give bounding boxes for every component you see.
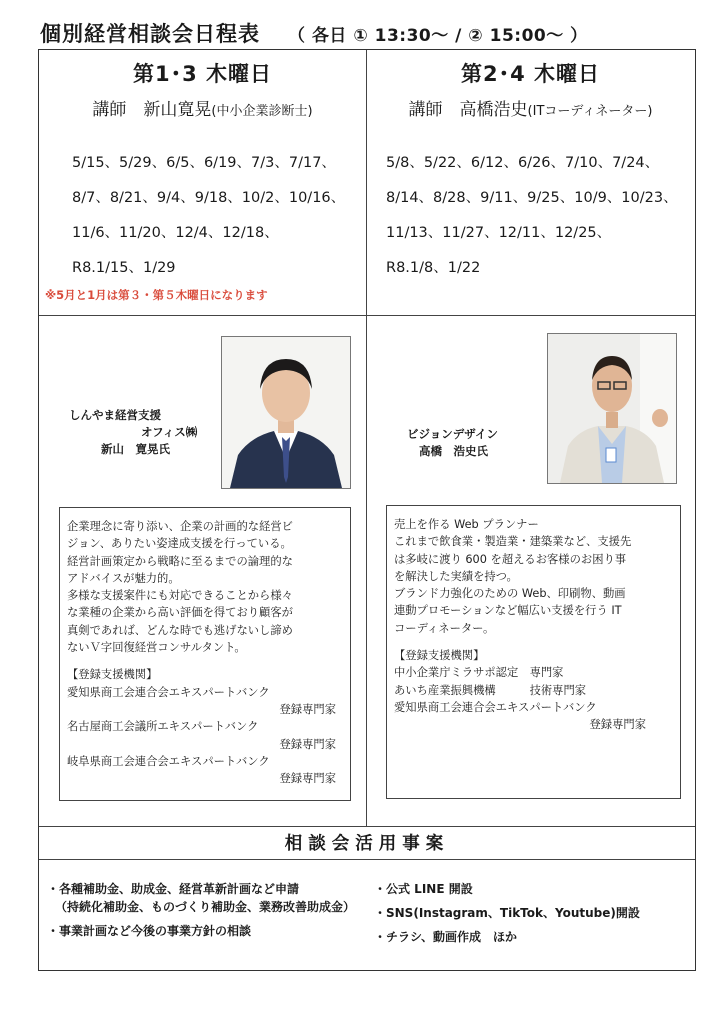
left-person-name: 新山 寛晃氏	[101, 442, 170, 456]
right-date-line: 5/8、5/22、6/12、6/26、7/10、7/24、	[386, 155, 660, 171]
column-divider	[366, 50, 367, 826]
left-company-suffix: オフィス㈱	[141, 425, 198, 439]
right-registration-org: 愛知県商工会連合会エキスパートバンク	[394, 700, 597, 714]
left-registration-heading: 【登録支援機関】	[67, 668, 158, 682]
page-title	[40, 18, 588, 48]
right-registration	[394, 699, 674, 734]
left-registration	[67, 718, 344, 753]
schedule-sheet	[38, 49, 696, 971]
use-item	[47, 880, 355, 916]
right-date-line: 8/14、8/28、9/11、9/25、10/9、10/23、	[386, 190, 678, 206]
left-lecturer-photo	[221, 336, 351, 489]
left-lecturer-role: (中小企業診断士)	[211, 104, 313, 119]
left-date-line: 11/6、11/20、12/4、12/18、	[72, 225, 279, 241]
left-lecturer-name: 講師 新山寛晃	[92, 100, 212, 120]
right-description-box	[386, 505, 681, 799]
left-dates	[72, 146, 364, 286]
left-registration-role: 登録専門家	[279, 772, 336, 786]
left-date-note: ※5月と1月は第３・第５木曜日になります	[45, 288, 268, 302]
left-date-line: R8.1/15、1/29	[72, 260, 176, 276]
right-registration-heading: 【登録支援機関】	[394, 649, 485, 663]
right-day-title: 第2･4 木曜日	[460, 62, 601, 86]
right-person-name: 高橋 浩史氏	[419, 444, 488, 458]
right-dates	[386, 146, 678, 286]
row-divider-uses	[39, 859, 695, 860]
left-profile	[69, 407, 197, 458]
use-item: ・事業計画など今後の事業方針の相談	[47, 924, 252, 938]
left-date-line: 8/7、8/21、9/4、9/18、10/2、10/16、	[72, 190, 346, 206]
left-lecturer	[39, 95, 366, 120]
right-registration: あいち産業振興機構 技術専門家	[394, 683, 587, 697]
left-registration-role: 登録専門家	[279, 702, 336, 716]
title-text: 個別経営相談会日程表	[40, 22, 260, 46]
left-registration-role: 登録専門家	[279, 737, 336, 751]
session-times: （ 各日 ① 13:30～ / ② 15:00～ ）	[288, 26, 588, 46]
left-registration	[67, 684, 344, 719]
use-item-subtext: （持続化補助金、ものづくり補助金、業務改善助成金）	[55, 900, 356, 914]
left-date-line: 5/15、5/29、6/5、6/19、7/3、7/17、	[72, 155, 336, 171]
left-registration	[67, 753, 344, 788]
right-company: ビジョンデザイン	[407, 427, 498, 441]
left-day-title: 第1･3 木曜日	[132, 62, 273, 86]
use-item: ・公式 LINE 開設	[374, 882, 473, 896]
left-registration-org: 名古屋商工会議所エキスパートバンク	[67, 720, 259, 734]
left-registration-org: 愛知県商工会連合会エキスパートバンク	[67, 685, 270, 699]
right-lecturer-name: 講師 高橋浩史	[408, 100, 528, 120]
use-item: ・SNS(Instagram、TikTok、Youtube)開設	[374, 906, 640, 920]
right-lecturer-role: (ITコーディネーター)	[527, 104, 653, 119]
row-divider-dates	[39, 315, 695, 316]
uses-right	[374, 880, 640, 952]
uses-heading: 相談会活用事案	[284, 834, 450, 854]
left-company: しんやま経営支援	[69, 408, 161, 422]
right-date-line: 11/13、11/27、12/11、12/25、	[386, 225, 612, 241]
right-registration: 中小企業庁ミラサポ認定 専門家	[394, 666, 564, 680]
right-lecturer	[367, 95, 694, 120]
right-lecturer-photo	[547, 333, 677, 484]
right-description: 売上を作る Web プランナー これまで飲食業・製造業・建築業など、支援先 は多岐に渡り 600 を超えるお客様のお困り事 を解決した実績を持つ。 ブランド力強化のための Web、印刷物、動画 連動プロモーションなど幅広い支援を行う IT コーディネーター。	[394, 518, 632, 635]
right-registration-role: 登録専門家	[589, 718, 646, 732]
right-date-line: R8.1/8、1/22	[386, 260, 481, 276]
left-description: 企業理念に寄り添い、企業の計画的な経営ビ ジョン、ありたい姿達成支援を行っている。 経営計画策定から戦略に至るまでの論理的な アドバイスが魅力的。 多様な支援案件にも対応できることから様々 な業種の企業から高い評価を得ており顧客が 真剣であれば、どんな時でも逃げないし諦め ないＶ字回復経営コンサルタント。	[67, 520, 293, 655]
uses-left	[47, 880, 355, 946]
left-registration-org: 岐阜県商工会連合会エキスパートバンク	[67, 754, 270, 768]
left-description-box	[59, 507, 351, 801]
row-divider-profiles	[39, 826, 695, 827]
use-item-text: ・各種補助金、助成金、経営革新計画など申請	[47, 882, 300, 896]
use-item: ・チラシ、動画作成 ほか	[374, 930, 518, 944]
right-profile	[407, 426, 498, 460]
